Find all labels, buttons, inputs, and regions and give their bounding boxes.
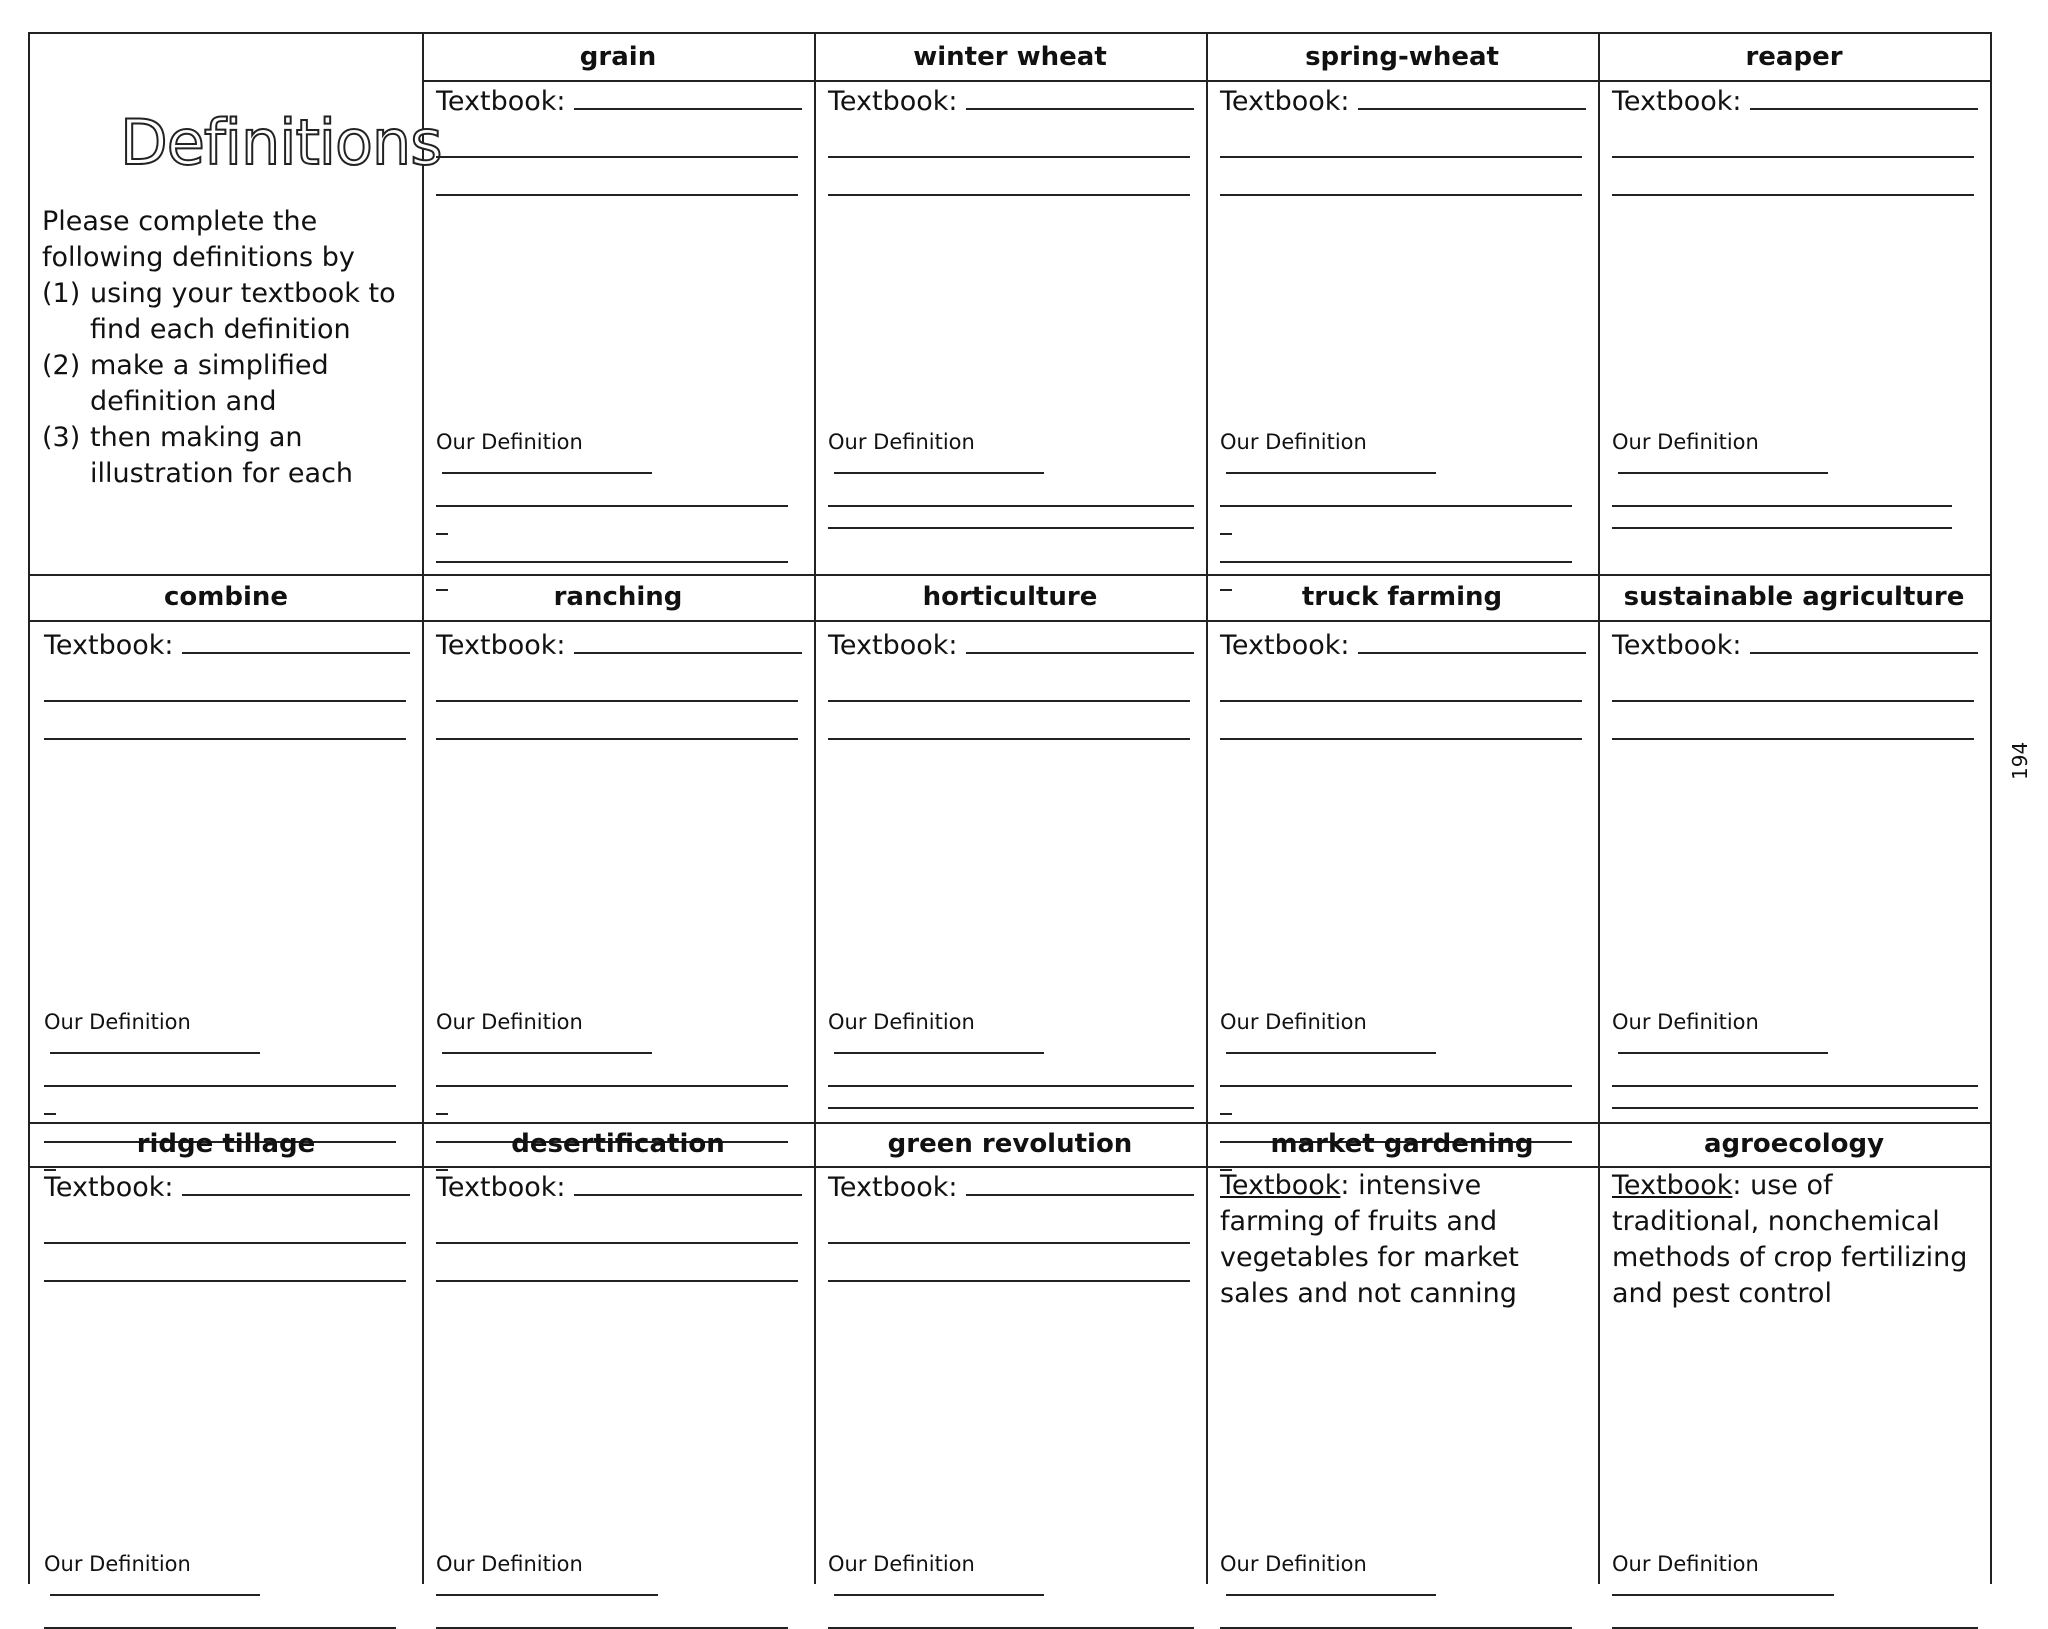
textbook-label: Textbook:	[436, 630, 566, 661]
definitions-worksheet	[28, 32, 1992, 1584]
definition-card-combine	[30, 574, 422, 1122]
term-heading: sustainable agriculture	[1623, 582, 1965, 612]
our-definition-field[interactable]	[828, 430, 1186, 529]
our-definition-label: Our Definition	[436, 1552, 583, 1576]
textbook-field[interactable]	[436, 82, 798, 120]
textbook-label: Textbook:	[1220, 86, 1350, 117]
textbook-field[interactable]	[828, 1168, 1190, 1206]
term-heading: horticulture	[922, 582, 1098, 612]
definition-card-agroecology	[1598, 1122, 1990, 1584]
definition-card-ranching	[422, 574, 814, 1122]
our-definition-field[interactable]	[1220, 1552, 1578, 1629]
textbook-label: Textbook:	[1612, 630, 1742, 661]
step-number: (3)	[42, 422, 81, 453]
definition-card-green-revolution	[814, 1122, 1206, 1584]
step-text: make a simplified definition and	[90, 350, 329, 417]
worksheet-title: Definitions	[120, 106, 442, 179]
term-heading: green revolution	[887, 1129, 1133, 1159]
textbook-field[interactable]	[1612, 82, 1974, 120]
our-definition-label: Our Definition	[44, 1552, 191, 1576]
our-definition-field[interactable]	[1612, 1010, 1970, 1109]
our-definition-field[interactable]	[828, 1010, 1186, 1109]
step-text: using your textbook to find each definition	[90, 278, 396, 345]
textbook-label: Textbook:	[1612, 86, 1742, 117]
term-heading: winter wheat	[913, 42, 1107, 72]
our-definition-label: Our Definition	[828, 1552, 975, 1576]
our-definition-label: Our Definition	[1612, 1010, 1759, 1034]
textbook-field[interactable]	[1220, 82, 1582, 120]
definition-card-desertification	[422, 1122, 814, 1584]
definition-card-spring-wheat	[1206, 34, 1598, 574]
term-heading: ranching	[553, 582, 683, 612]
textbook-field[interactable]	[1220, 626, 1582, 664]
definition-card-horticulture	[814, 574, 1206, 1122]
term-heading: spring-wheat	[1305, 42, 1499, 72]
our-definition-label: Our Definition	[828, 1010, 975, 1034]
our-definition-label: Our Definition	[1220, 1552, 1367, 1576]
term-heading: agroecology	[1703, 1129, 1885, 1159]
textbook-field[interactable]	[828, 82, 1190, 120]
textbook-field[interactable]	[44, 1168, 406, 1206]
term-heading: grain	[579, 42, 657, 72]
definition-card-sustainable-agriculture	[1598, 574, 1990, 1122]
our-definition-label: Our Definition	[436, 430, 583, 454]
textbook-definition	[1220, 1168, 1582, 1312]
step-number: (1)	[42, 278, 81, 309]
textbook-label: Textbook	[1612, 1170, 1733, 1201]
our-definition-label: Our Definition	[436, 1010, 583, 1034]
instruction-step	[42, 348, 412, 420]
textbook-label: Textbook:	[44, 1172, 174, 1203]
textbook-label: Textbook:	[1220, 630, 1350, 661]
textbook-label: Textbook:	[436, 86, 566, 117]
textbook-label: Textbook:	[436, 1172, 566, 1203]
textbook-field[interactable]	[436, 1168, 798, 1206]
page-number: 194	[2008, 741, 2032, 780]
definition-card-truck-farming	[1206, 574, 1598, 1122]
textbook-field[interactable]	[828, 626, 1190, 664]
our-definition-label: Our Definition	[44, 1010, 191, 1034]
instructions-intro: Please complete the following definitions by	[42, 206, 355, 273]
instructions	[42, 204, 412, 492]
definition-card-winter-wheat	[814, 34, 1206, 574]
our-definition-field[interactable]	[1612, 1552, 1970, 1629]
definition-card-market-gardening	[1206, 1122, 1598, 1584]
definition-card-reaper	[1598, 34, 1990, 574]
term-heading: market gardening	[1270, 1129, 1534, 1159]
textbook-field[interactable]	[44, 626, 406, 664]
definition-card-grain	[422, 34, 814, 574]
our-definition-label: Our Definition	[1220, 1010, 1367, 1034]
textbook-label: Textbook:	[828, 1172, 958, 1203]
definition-card-ridge-tillage	[30, 1122, 422, 1584]
our-definition-label: Our Definition	[1612, 1552, 1759, 1576]
textbook-definition	[1612, 1168, 1974, 1312]
textbook-label: Textbook	[1220, 1170, 1341, 1201]
instruction-step	[42, 276, 412, 348]
term-heading: ridge tillage	[136, 1129, 316, 1159]
instructions-cell	[30, 34, 442, 574]
definition-text: : use of traditional, nonchemical methods of crop fertilizing and pest control	[1612, 1170, 1968, 1309]
our-definition-field[interactable]	[44, 1552, 402, 1629]
our-definition-field[interactable]	[1220, 430, 1578, 591]
our-definition-field[interactable]	[828, 1552, 1186, 1629]
term-heading: reaper	[1745, 42, 1843, 72]
term-heading: combine	[163, 582, 289, 612]
our-definition-field[interactable]	[436, 1552, 794, 1629]
our-definition-label: Our Definition	[1220, 430, 1367, 454]
textbook-label: Textbook:	[828, 86, 958, 117]
our-definition-label: Our Definition	[1612, 430, 1759, 454]
step-text: then making an illustration for each	[90, 422, 354, 489]
our-definition-label: Our Definition	[828, 430, 975, 454]
step-number: (2)	[42, 350, 81, 381]
our-definition-field[interactable]	[436, 430, 794, 591]
textbook-field[interactable]	[436, 626, 798, 664]
term-heading: desertification	[511, 1129, 725, 1159]
textbook-label: Textbook:	[828, 630, 958, 661]
definition-text: : intensive farming of fruits and vegetables for market sales and not canning	[1220, 1170, 1519, 1309]
textbook-field[interactable]	[1612, 626, 1974, 664]
textbook-label: Textbook:	[44, 630, 174, 661]
term-heading: truck farming	[1301, 582, 1503, 612]
instruction-step	[42, 420, 412, 492]
our-definition-field[interactable]	[1612, 430, 1970, 529]
